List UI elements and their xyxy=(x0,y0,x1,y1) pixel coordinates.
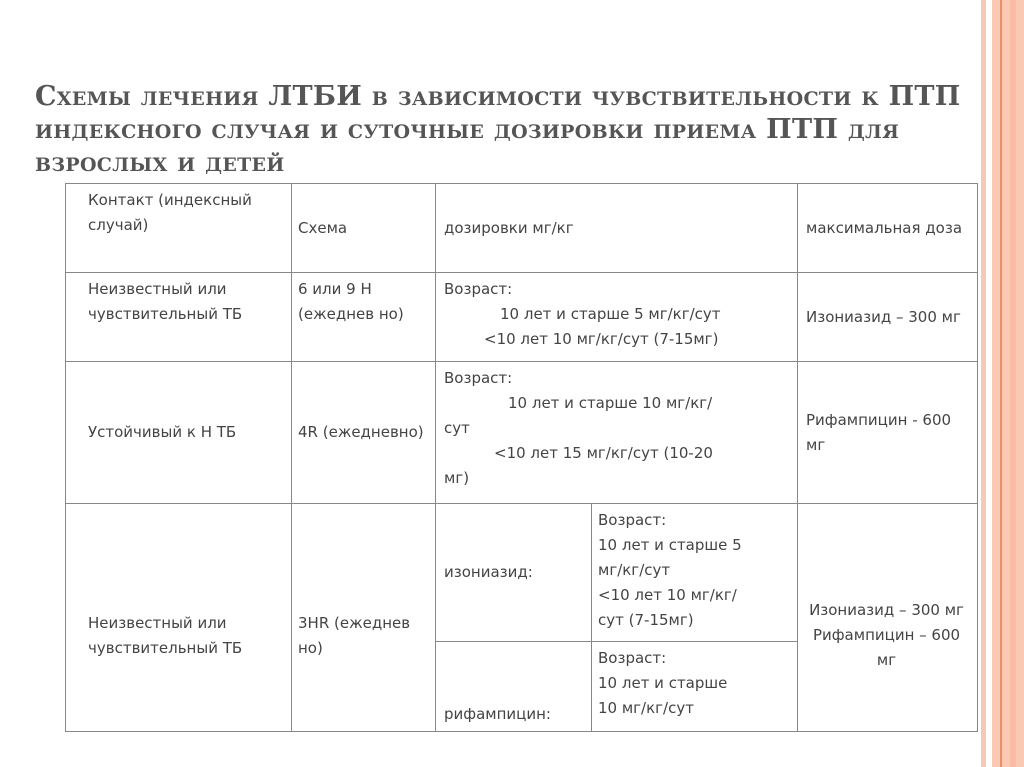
dose-line: 10 лет и старше 5 мг/кг/сут xyxy=(500,305,721,323)
dose-line: 10 лет и старше xyxy=(598,674,728,692)
dose-line: мг/кг/сут xyxy=(598,561,671,579)
header-dose: дозировки мг/кг xyxy=(436,184,798,273)
dose-line: <10 лет 15 мг/кг/сут (10-20 xyxy=(494,444,713,462)
cell-max: Изониазид – 300 мг Рифампицин – 600 мг xyxy=(798,504,978,732)
dose-line: мг) xyxy=(444,469,470,487)
decor-stripe xyxy=(981,0,986,767)
dose-line: <10 лет 10 мг/кг/ xyxy=(598,586,737,604)
cell-scheme: 3HR (ежеднев но) xyxy=(292,504,436,732)
cell-contact: Неизвестный или чувствительный ТБ xyxy=(66,273,292,362)
dose-line: сут (7-15мг) xyxy=(598,611,694,629)
cell-dose xyxy=(436,362,798,504)
dose-line: сут xyxy=(444,419,470,437)
dose-line: <10 лет 10 мг/кг/сут (7-15мг) xyxy=(484,330,719,348)
cell-scheme: 6 или 9 Н (ежеднев но) xyxy=(292,273,436,362)
table-row xyxy=(66,273,978,362)
cell-scheme: 4R (ежедневно) xyxy=(292,362,436,504)
cell-drug: изониазид: xyxy=(436,504,592,642)
table-row xyxy=(66,504,978,642)
cell-contact: Неизвестный или чувствительный ТБ xyxy=(66,504,292,732)
dose-line: 10 лет и старше 10 мг/кг/ xyxy=(508,394,713,412)
dose-line: Возраст: xyxy=(444,280,513,298)
dose-line: Возраст: xyxy=(598,649,667,667)
cell-max: Рифампицин - 600 мг xyxy=(798,362,978,504)
header-max: максимальная доза xyxy=(798,184,978,273)
cell-dose xyxy=(592,504,798,642)
cell-dose xyxy=(592,642,798,732)
header-contact: Контакт (индексный случай) xyxy=(66,184,292,273)
table-header-row xyxy=(66,184,978,273)
dose-line: 10 мг/кг/сут xyxy=(598,699,694,717)
table-row xyxy=(66,362,978,504)
decor-stripe xyxy=(1000,0,1002,767)
dose-line: 10 лет и старше 5 xyxy=(598,536,742,554)
dose-line: Возраст: xyxy=(444,369,513,387)
decor-stripe xyxy=(1010,0,1016,767)
cell-contact: Устойчивый к Н ТБ xyxy=(66,362,292,504)
decor-stripe xyxy=(992,0,1024,767)
treatment-table xyxy=(65,183,978,732)
cell-dose xyxy=(436,273,798,362)
dose-line: Возраст: xyxy=(598,511,667,529)
cell-drug: рифампицин: xyxy=(436,642,592,732)
header-scheme: Схема xyxy=(292,184,436,273)
cell-max: Изониазид – 300 мг xyxy=(798,273,978,362)
slide-title: Схемы лечения ЛТБИ в зависимости чувствительности к ПТП индексного случая и суточные дозировки приема ПТП для взрослых и детей xyxy=(35,81,961,178)
